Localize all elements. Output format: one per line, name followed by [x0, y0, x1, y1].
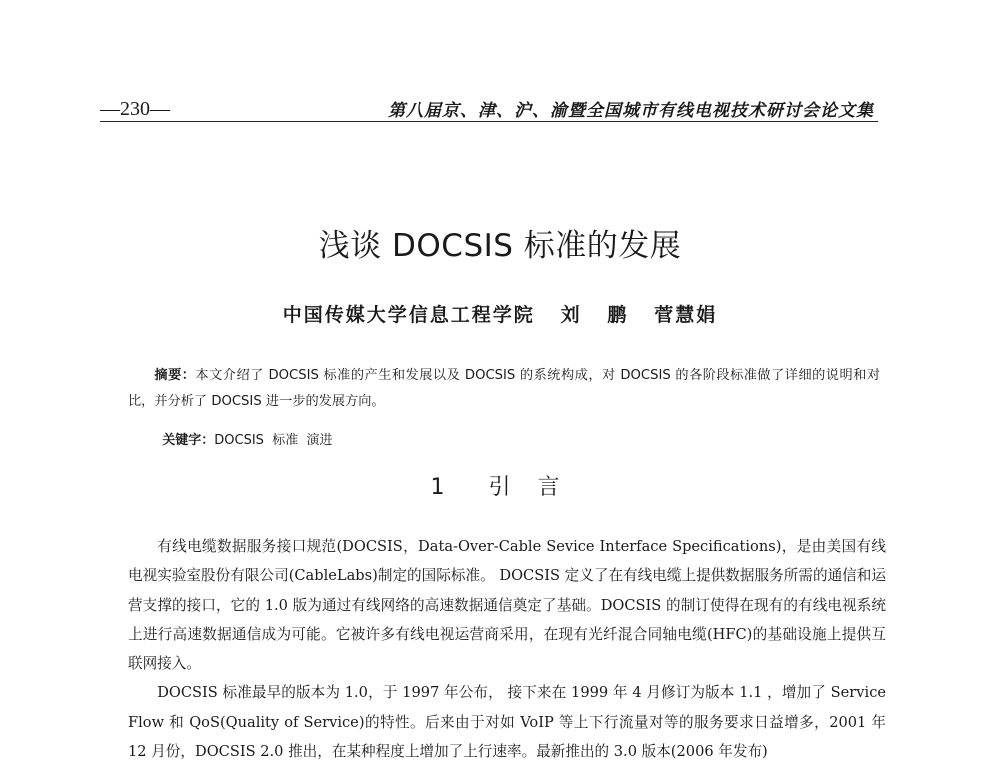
body-paragraph: 有线电缆数据服务接口规范(DOCSIS，Data-Over-Cable Sevice Interface Specifications)，是由美国有线电视实验室股份有限公司(CableLabs)制定的国际标准。 DOCSIS 定义了在有线电缆上提供数据服务所需的通信和运营支撑的接口，它的 1.0 版为通过有线网络的高速数据通信奠定了基础。DOCSIS 的制订使得在现有的有线电视系统上进行高速数据通信成为可能。它被许多有线电视运营商采用，在现有光纤混合同轴电缆(HFC)的基础设施上提供互联网接入。: [128, 538, 886, 673]
body-paragraph: DOCSIS 标准最早的版本为 1.0，于 1997 年公布， 接下来在 1999 年 4 月修订为版本 1.1 ，增加了 Service Flow 和 QoS(Quality of Service)的特性。后来由于对如 VoIP 等上下行流量对等的服务要求日益增多，2001 年 12 月份，DOCSIS 2.0 推出，在某种程度上增加了上行速率。最新推出的 3.0 版本(2006 年发布): [128, 684, 886, 761]
page-number: —230—: [100, 98, 170, 120]
body-text: [128, 532, 886, 766]
paper-title: 浅谈 DOCSIS 标准的发展: [318, 228, 682, 264]
abstract: [128, 363, 880, 415]
abstract-text: 本文介绍了 DOCSIS 标准的产生和发展以及 DOCSIS 的系统构成，对 DOCSIS 的各阶段标准做了详细的说明和对比，并分析了 DOCSIS 进一步的发展方向。: [128, 368, 881, 409]
section-heading: 1 引 言: [430, 475, 570, 500]
authors-line: 中国传媒大学信息工程学院 刘 鹏 菅慧娟: [282, 304, 718, 326]
keywords: [154, 414, 332, 448]
keywords-text: DOCSIS 标准 演进: [214, 433, 333, 448]
keywords-label: 关键字：: [162, 433, 215, 448]
proceedings-title: 第八届京、津、沪、渝暨全国城市有线电视技术研讨会论文集: [388, 101, 874, 121]
abstract-label: 摘要：: [154, 368, 196, 383]
header-rule: [100, 121, 878, 122]
